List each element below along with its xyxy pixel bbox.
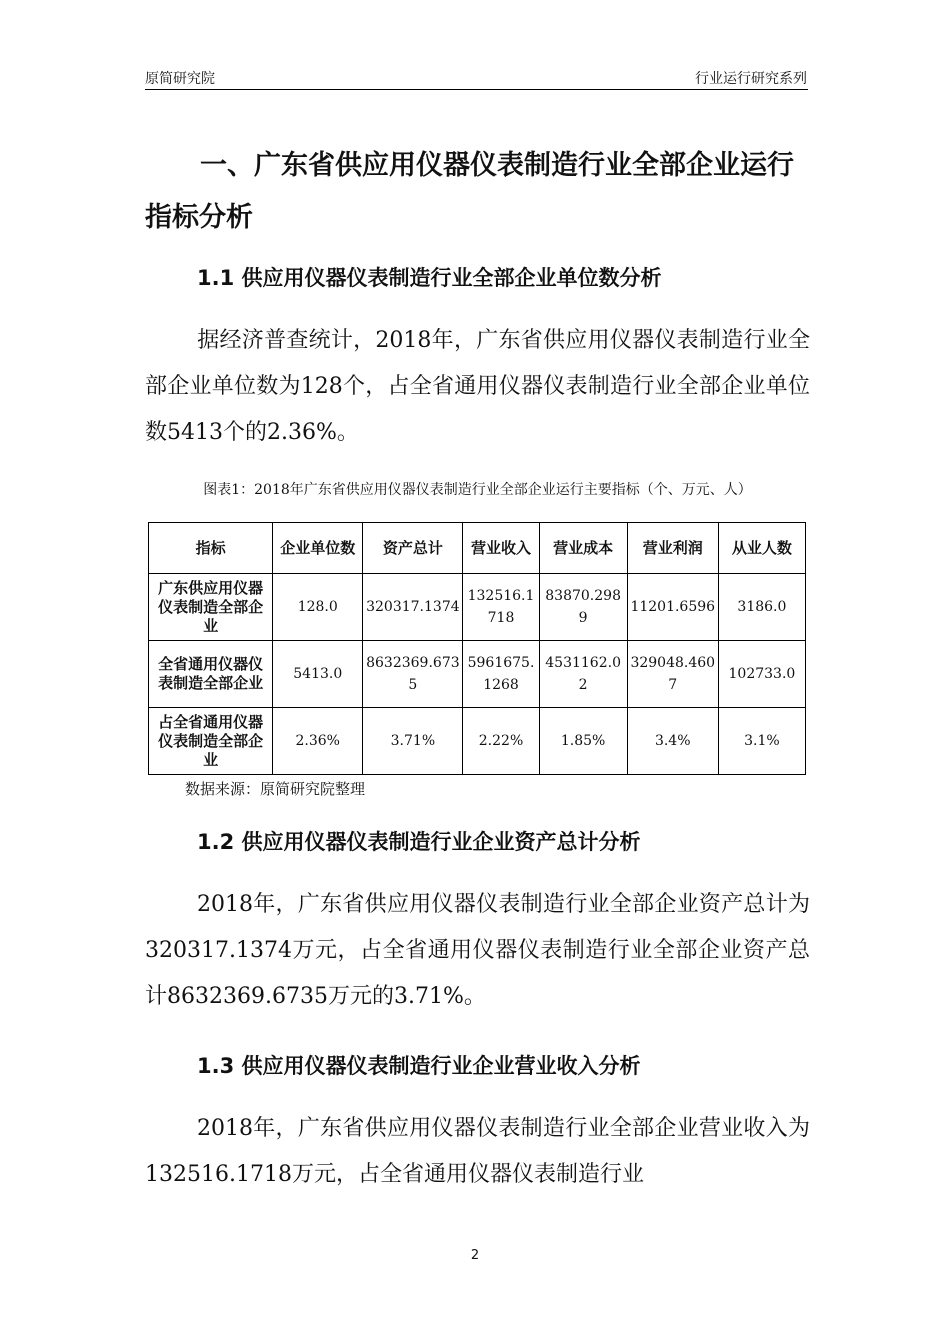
page-title: 一、广东省供应用仪器仪表制造行业全部企业运行指标分析: [145, 150, 794, 233]
indicator-table: [148, 522, 806, 775]
table-cell: 5413.0: [273, 641, 363, 708]
table-row: [149, 574, 806, 641]
header-org: 原简研究院: [145, 71, 215, 87]
table-cell: 3.4%: [627, 708, 718, 775]
table-row: [149, 641, 806, 708]
table-cell: 8632369.6735: [363, 641, 463, 708]
table-cell: 320317.1374: [363, 574, 463, 641]
table-cell: 1.85%: [539, 708, 627, 775]
header-series: 行业运行研究系列: [695, 71, 807, 87]
row-label: 全省通用仪器仪表制造全部企业: [149, 641, 273, 708]
table-cell: 11201.6596: [627, 574, 718, 641]
table-row: [149, 708, 806, 775]
section-heading-1: 1.1 供应用仪器仪表制造行业全部企业单位数分析: [197, 266, 662, 290]
section-paragraph-1: 据经济普查统计，2018年，广东省供应用仪器仪表制造行业全部企业单位数为128个，占全省通用仪器仪表制造行业全部企业单位数5413个的2.36%。: [145, 328, 810, 445]
table-cell: 132516.1718: [463, 574, 539, 641]
page-number: 2: [470, 1248, 480, 1263]
table-cell: 4531162.02: [539, 641, 627, 708]
table-cell: 102733.0: [718, 641, 805, 708]
table-cell: 2.22%: [463, 708, 539, 775]
section-heading-3: 1.3 供应用仪器仪表制造行业企业营业收入分析: [197, 1054, 641, 1078]
table-header-cell: 企业单位数: [273, 523, 363, 574]
table-cell: 2.36%: [273, 708, 363, 775]
table-source: 数据来源：原简研究院整理: [185, 780, 366, 798]
table-cell: 3.1%: [718, 708, 805, 775]
table-cell: 3.71%: [363, 708, 463, 775]
table-caption: 图表1：2018年广东省供应用仪器仪表制造行业全部企业运行主要指标（个、万元、人）: [203, 482, 752, 498]
section-heading-2: 1.2 供应用仪器仪表制造行业企业资产总计分析: [197, 830, 641, 854]
table-header-row: [149, 523, 806, 574]
table-header-cell: 营业收入: [463, 523, 539, 574]
table-header-cell: 资产总计: [363, 523, 463, 574]
section-paragraph-3: 2018年，广东省供应用仪器仪表制造行业全部企业营业收入为132516.1718万元，占全省通用仪器仪表制造行业: [145, 1116, 810, 1187]
table-cell: 329048.4607: [627, 641, 718, 708]
row-label: 广东供应用仪器仪表制造全部企业: [149, 574, 273, 641]
table-header-cell: 指标: [149, 523, 273, 574]
table-cell: 5961675.1268: [463, 641, 539, 708]
header-divider: [145, 89, 808, 90]
table-cell: 128.0: [273, 574, 363, 641]
row-label: 占全省通用仪器仪表制造全部企业: [149, 708, 273, 775]
table-cell: 3186.0: [718, 574, 805, 641]
table-header-cell: 从业人数: [718, 523, 805, 574]
table-cell: 83870.2989: [539, 574, 627, 641]
table-header-cell: 营业利润: [627, 523, 718, 574]
table-header-cell: 营业成本: [539, 523, 627, 574]
section-paragraph-2: 2018年，广东省供应用仪器仪表制造行业全部企业资产总计为320317.1374万元，占全省通用仪器仪表制造行业全部企业资产总计8632369.6735万元的3.71%。: [145, 892, 810, 1009]
